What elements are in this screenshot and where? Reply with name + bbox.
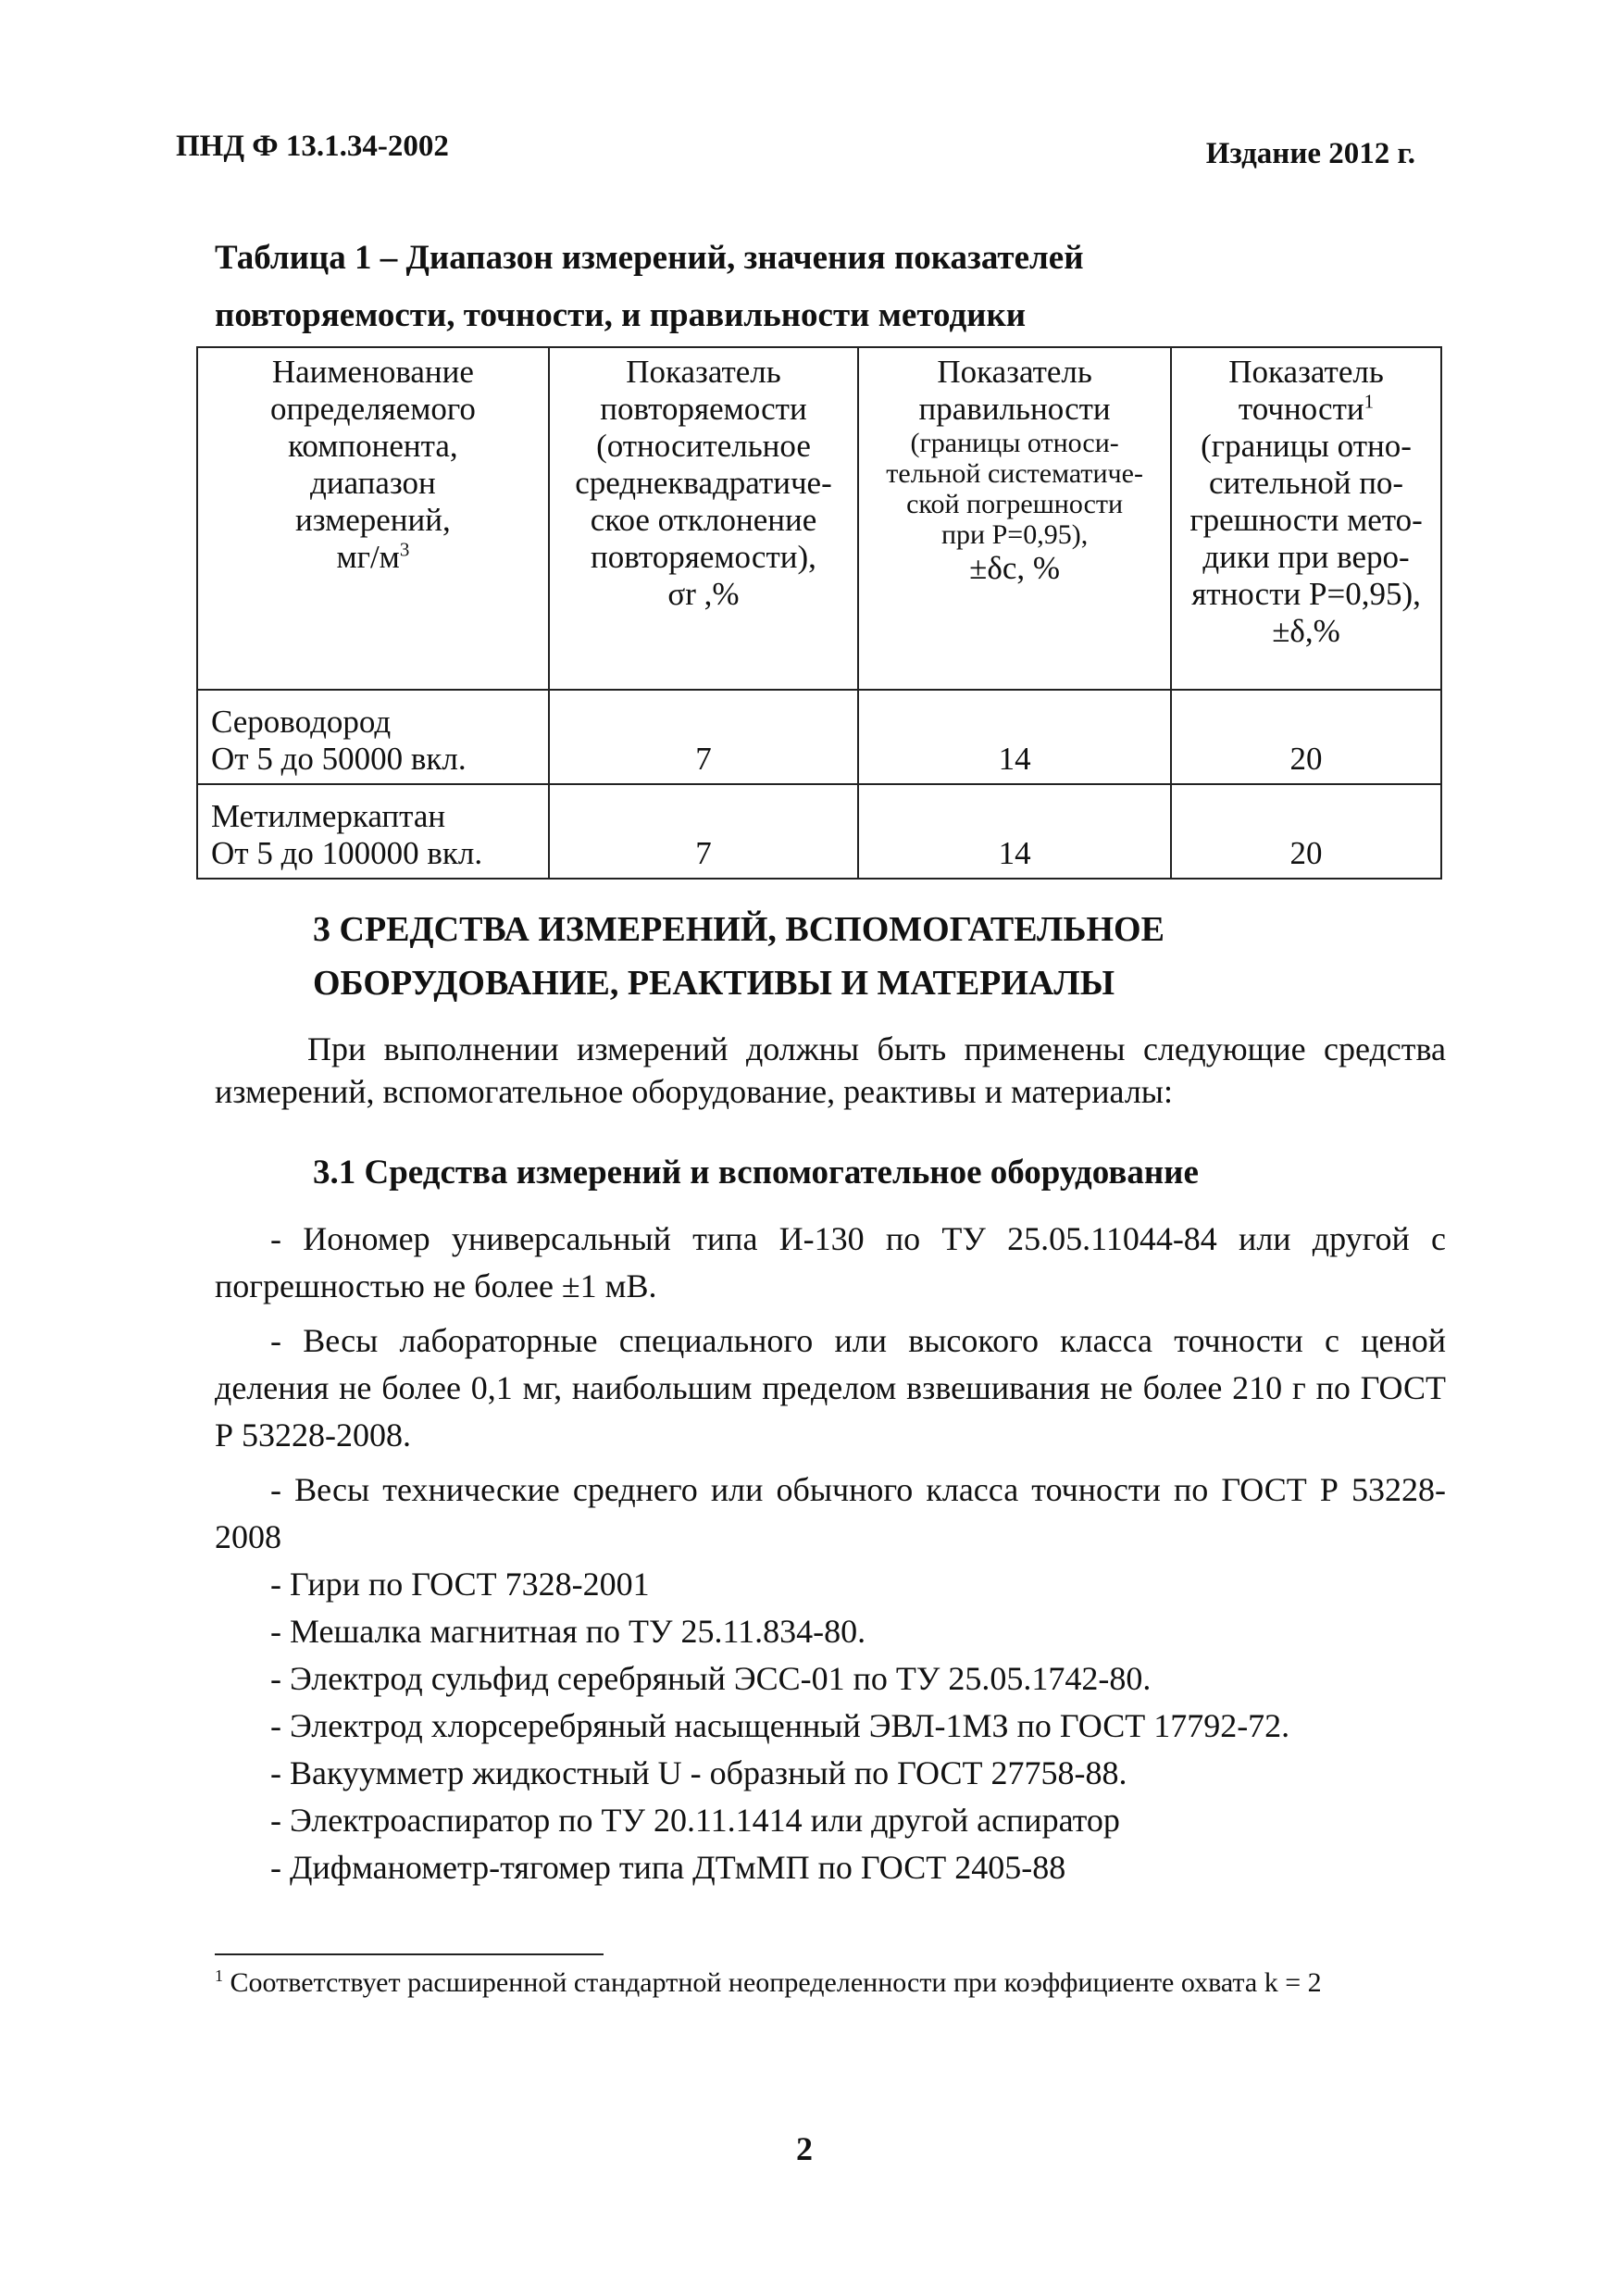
component-range: От 5 до 50000 вкл. [211, 741, 467, 777]
subsection-title: 3.1 Средства измерений и вспомогательное оборудование [313, 1154, 1199, 1192]
header-text: диапазон [310, 465, 436, 501]
header-text: сительной по- [1208, 465, 1404, 501]
repeatability-cell: 7 [549, 690, 858, 784]
results-table [196, 346, 1442, 880]
header-text: ской погрешности [906, 489, 1124, 519]
repeatability-cell: 7 [549, 784, 858, 879]
list-item: - Весы лабораторные специального или высокого класса точности с ценой деления не более 0,1 мг, наибольшим пределом взвешивания не более 210 г по ГОСТ Р 53228-2008. [215, 1322, 1446, 1454]
header-text: точности [1238, 391, 1364, 427]
table-row [197, 690, 1441, 784]
section-title-line-1: 3 СРЕДСТВА ИЗМЕРЕНИЙ, ВСПОМОГАТЕЛЬНОЕ [313, 910, 1164, 949]
table-row [197, 784, 1441, 879]
header-text: правильности [918, 391, 1111, 427]
component-cell [197, 784, 549, 879]
header-text: дики при веро- [1202, 539, 1410, 575]
footnote-text: Соответствует расширенной стандартной неопределенности при коэффициенте охвата k = 2 [230, 1967, 1322, 1998]
header-text: (границы отно- [1201, 428, 1412, 464]
page-number: 2 [796, 2130, 813, 2167]
header-correctness [858, 347, 1171, 690]
list-item: - Весы технические среднего или обычного класса точности по ГОСТ Р 53228-2008 [215, 1471, 1446, 1555]
header-text: грешности мето- [1189, 502, 1423, 538]
table-caption-line-1: Таблица 1 – Диапазон измерений, значения показателей [215, 239, 1084, 277]
table-caption [215, 230, 1446, 344]
list-item: - Электрод хлорсеребряный насыщенный ЭВЛ-1МЗ по ГОСТ 17792-72. [270, 1707, 1290, 1744]
header-title-with-footnote [1177, 391, 1435, 428]
accuracy-cell: 20 [1171, 690, 1441, 784]
list-item: - Дифманометр-тягомер типа ДТмМП по ГОСТ 2405-88 [270, 1849, 1066, 1886]
header-text: Показатель [626, 354, 781, 390]
header-text: определяемого [269, 391, 476, 427]
header-component [197, 347, 549, 690]
header-text: ское отклонение [590, 502, 817, 538]
header-text: повторяемости), [591, 539, 816, 575]
component-cell [197, 690, 549, 784]
list-item: - Электроаспиратор по ТУ 20.11.1414 или другой аспиратор [270, 1802, 1120, 1839]
list-item: - Вакуумметр жидкостный U - образный по ГОСТ 27758-88. [270, 1754, 1127, 1791]
section-title [313, 903, 1461, 1010]
header-text: повторяемости [600, 391, 807, 427]
header-text: (границы относи- [910, 428, 1119, 458]
footnote [215, 1963, 1446, 2003]
header-text: ятности Р=0,95), [1191, 576, 1421, 612]
header-accuracy [1171, 347, 1441, 690]
correctness-cell: 14 [858, 690, 1171, 784]
correctness-cell: 14 [858, 784, 1171, 879]
table-caption-line-2: повторяемости, точности, и правильности методики [215, 296, 1027, 334]
unit-text: мг/м [336, 539, 400, 575]
header-repeatability [549, 347, 858, 690]
header-unit [204, 539, 542, 576]
header-text: при Р=0,95), [941, 519, 1089, 550]
list-item: - Иономер универсальный типа И-130 по ТУ 25.05.11044-84 или другой с погрешностью не более ±1 мВ. [215, 1220, 1446, 1304]
table-header-row [197, 347, 1441, 690]
unit-superscript: 3 [399, 538, 410, 561]
edition-label: Издание 2012 г. [1205, 137, 1415, 170]
intro-paragraph: При выполнении измерений должны быть применены следующие средства измерений, вспомогательное оборудование, реактивы и материалы: [215, 1030, 1446, 1110]
header-text: измерений, [295, 502, 451, 538]
header-symbol: σr ,% [667, 576, 740, 612]
list-item: - Гири по ГОСТ 7328-2001 [270, 1566, 650, 1603]
footnote-mark: 1 [215, 1966, 223, 1985]
header-text: ±δ,% [1272, 613, 1340, 649]
section-title-line-2: ОБОРУДОВАНИЕ, РЕАКТИВЫ И МАТЕРИАЛЫ [313, 964, 1115, 1003]
component-name: Метилмеркаптан [211, 798, 446, 834]
footnote-divider [215, 1953, 604, 1955]
header-text: тельной систематиче- [886, 458, 1143, 489]
header-text: среднеквадратиче- [575, 465, 832, 501]
component-range: От 5 до 100000 вкл. [211, 835, 483, 871]
list-item: - Мешалка магнитная по ТУ 25.11.834-80. [270, 1613, 866, 1650]
list-item: - Электрод сульфид серебряный ЭСС-01 по ТУ 25.05.1742-80. [270, 1660, 1152, 1697]
header-text: (относительное [596, 428, 811, 464]
header-text: Показатель [1228, 354, 1384, 390]
accuracy-cell: 20 [1171, 784, 1441, 879]
equipment-list [215, 1216, 1446, 1891]
header-text: Наименование [271, 354, 474, 390]
header-symbol: ±δc, % [969, 550, 1061, 586]
header-text: Показатель [937, 354, 1092, 390]
component-name: Сероводород [211, 704, 392, 740]
header-text: компонента, [288, 428, 458, 464]
footnote-reference: 1 [1364, 390, 1375, 413]
document-code: ПНД Ф 13.1.34-2002 [176, 130, 449, 163]
